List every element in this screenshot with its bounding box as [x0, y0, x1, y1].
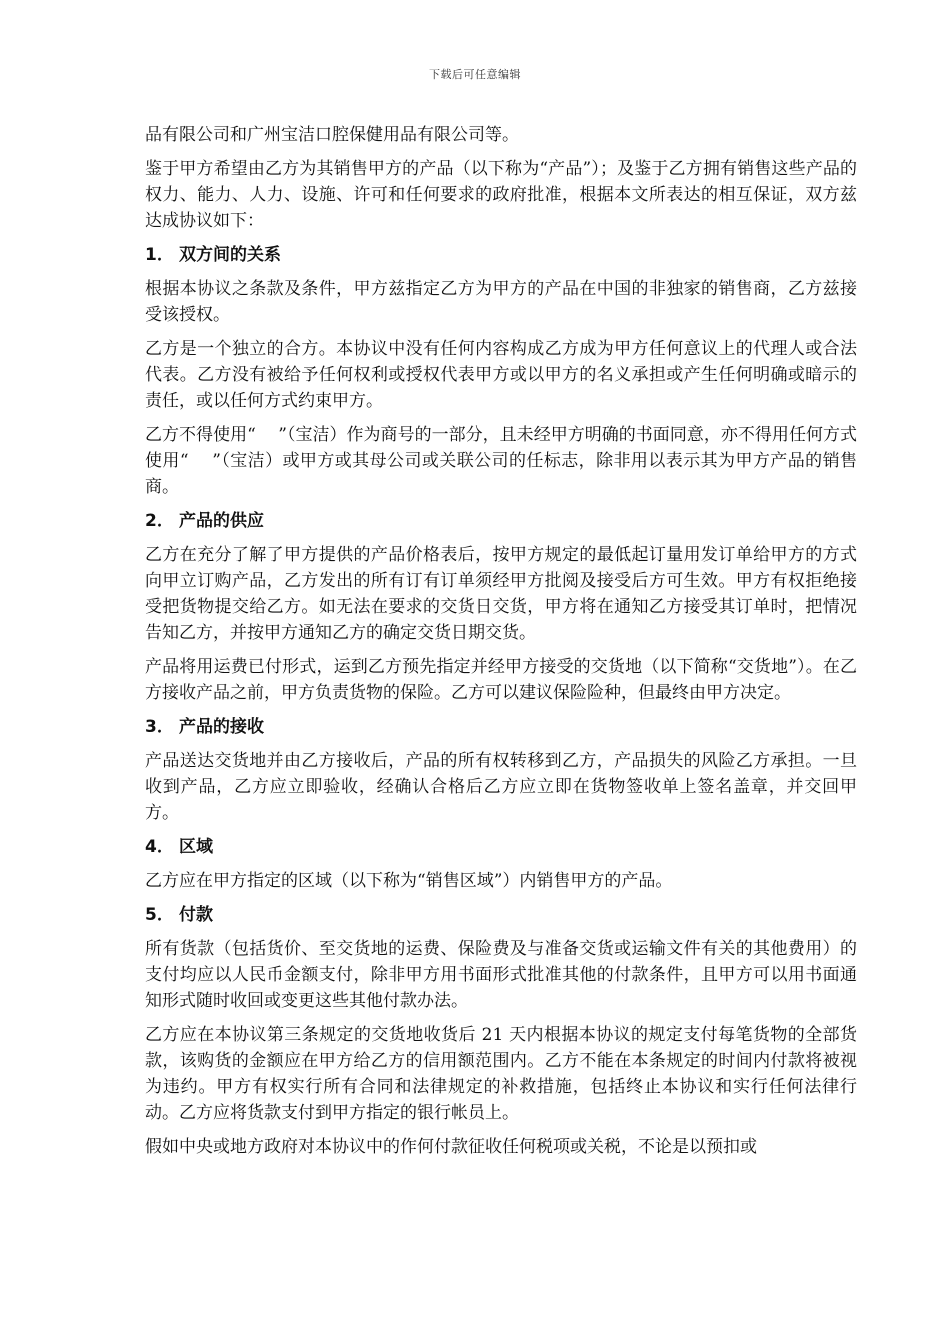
section-heading [145, 902, 857, 928]
paragraph: 品有限公司和广州宝洁口腔保健用品有限公司等。 [145, 125, 519, 145]
section-title: 产品的供应 [179, 511, 264, 531]
section-heading [145, 242, 857, 268]
paragraph: 乙方应在甲方指定的区域（以下称为“销售区域”）内销售甲方的产品。 [145, 871, 673, 891]
paragraph: 乙方不得使用“ ”（宝洁）作为商号的一部分，且未经甲方明确的书面同意，亦不得用任何方式使用“ ”（宝洁）或甲方或其母公司或关联公司的任标志，除非用以表示其为甲方产品的销售商。 [145, 425, 857, 497]
section-number: 1． [145, 245, 174, 265]
section-heading [145, 508, 857, 534]
page-header: 下载后可任意编辑 [429, 68, 521, 81]
paragraph: 根据本协议之条款及条件，甲方兹指定乙方为甲方的产品在中国的非独家的销售商，乙方兹接受该授权。 [145, 279, 857, 325]
section-heading [145, 834, 857, 860]
section-title: 区域 [179, 837, 213, 857]
section-heading [145, 714, 857, 740]
section-number: 3． [145, 717, 174, 737]
paragraph: 假如中央或地方政府对本协议中的作何付款征收任何税项或关税，不论是以预扣或 [145, 1137, 757, 1157]
section-number: 5． [145, 905, 174, 925]
paragraph: 乙方在充分了解了甲方提供的产品价格表后，按甲方规定的最低起订量用发订单给甲方的方式向甲立订购产品，乙方发出的所有订有订单须经甲方批阅及接受后方可生效。甲方有权拒绝接受把货物提交给乙方。如无法在要求的交货日交货，甲方将在通知乙方接受其订单时，把情况告知乙方，并按甲方通知乙方的确定交货日期交货。 [145, 545, 857, 643]
section-number: 4． [145, 837, 174, 857]
paragraph: 乙方是一个独立的合方。本协议中没有任何内容构成乙方成为甲方任何意议上的代理人或合法代表。乙方没有被给予任何权利或授权代表甲方或以甲方的名义承担或产生任何明确或暗示的责任，或以任何方式约束甲方。 [145, 339, 857, 411]
section-title: 双方间的关系 [179, 245, 281, 265]
paragraph: 鉴于甲方希望由乙方为其销售甲方的产品（以下称为“产品”）；及鉴于乙方拥有销售这些产品的权力、能力、人力、设施、许可和任何要求的政府批准，根据本文所表达的相互保证，双方兹达成协议如下： [145, 159, 857, 231]
paragraph: 乙方应在本协议第三条规定的交货地收货后 21 天内根据本协议的规定支付每笔货物的全部货款，该购货的金额应在甲方给乙方的信用额范围内。乙方不能在本条规定的时间内付款将被视为违约。甲方有权实行所有合同和法律规定的补救措施，包括终止本协议和实行任何法律行动。乙方应将货款支付到甲方指定的银行帐员上。 [145, 1025, 857, 1123]
document-body [145, 122, 857, 1168]
section-number: 2． [145, 511, 174, 531]
section-title: 产品的接收 [179, 717, 264, 737]
paragraph: 所有货款（包括货价、至交货地的运费、保险费及与准备交货或运输文件有关的其他费用）的支付均应以人民币金额支付，除非甲方用书面形式批准其他的付款条件，且甲方可以用书面通知形式随时收回或变更这些其他付款办法。 [145, 939, 857, 1011]
paragraph: 产品将用运费已付形式，运到乙方预先指定并经甲方接受的交货地（以下简称“交货地”）。在乙方接收产品之前，甲方负责货物的保险。乙方可以建议保险险种，但最终由甲方决定。 [145, 657, 857, 703]
section-title: 付款 [179, 905, 213, 925]
paragraph: 产品送达交货地并由乙方接收后，产品的所有权转移到乙方，产品损失的风险乙方承担。一旦收到产品，乙方应立即验收，经确认合格后乙方应立即在货物签收单上签名盖章，并交回甲方。 [145, 751, 857, 823]
